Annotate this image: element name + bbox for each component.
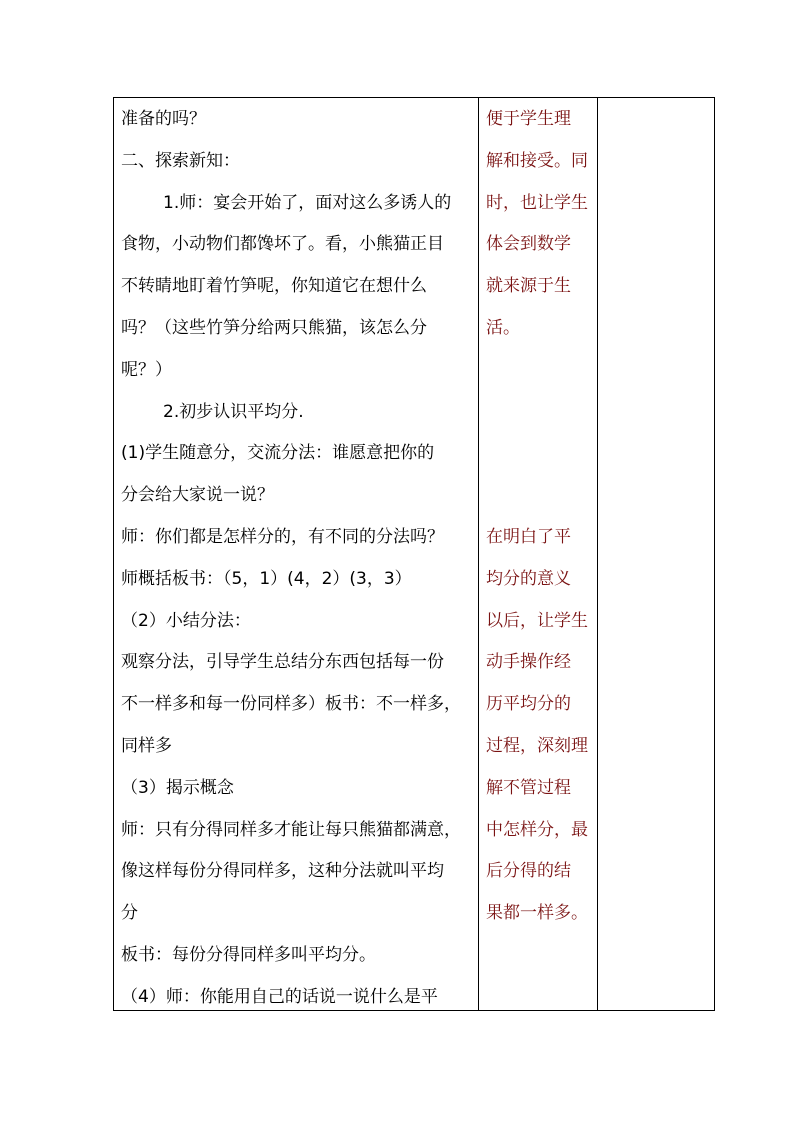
text-line: （4）师：你能用自己的话说一说什么是平 bbox=[121, 986, 438, 1007]
note-line: 果都一样多。 bbox=[486, 903, 588, 924]
note-line: 历平均分的 bbox=[486, 694, 571, 715]
text-line: 师：你们都是怎样分的，有不同的分法吗？ bbox=[121, 526, 444, 547]
note-line: 解和接受。同 bbox=[486, 150, 588, 171]
text-line: 吗？（这些竹笋分给两只熊猫，该怎么分 bbox=[121, 317, 427, 338]
note-line: 过程，深刻理 bbox=[486, 735, 588, 756]
text-line: （2）小结分法： bbox=[121, 610, 251, 631]
note-line: 就来源于生 bbox=[486, 276, 571, 297]
text-line: 像这样每份分得同样多，这种分法就叫平均 bbox=[121, 861, 444, 882]
note-line: 活。 bbox=[486, 317, 520, 338]
lesson-table bbox=[113, 97, 715, 1011]
note-line: 后分得的结 bbox=[486, 861, 571, 882]
text-line: （3）揭示概念 bbox=[121, 777, 234, 798]
text-line: 分 bbox=[121, 903, 138, 924]
text-line: 师：只有分得同样多才能让每只熊猫都满意， bbox=[121, 819, 461, 840]
note-line: 均分的意义 bbox=[486, 568, 571, 589]
text-line: 1.师：宴会开始了，面对这么多诱人的 bbox=[163, 192, 452, 213]
note-line: 时，也让学生 bbox=[486, 192, 588, 213]
note-line: 解不管过程 bbox=[486, 777, 571, 798]
note-line: 在明白了平 bbox=[486, 526, 571, 547]
text-line: 师概括板书：（5，1）(4，2）(3，3） bbox=[121, 568, 412, 589]
text-line: 不一样多和每一份同样多）板书：不一样多， bbox=[121, 694, 461, 715]
note-spacer bbox=[486, 350, 594, 517]
teaching-process-column bbox=[121, 98, 473, 1019]
text-line: 分会给大家说一说？ bbox=[121, 485, 274, 506]
text-line: 不转睛地盯着竹笋呢，你知道它在想什么 bbox=[121, 276, 427, 297]
column-divider-2 bbox=[597, 98, 598, 1010]
text-line: 观察分法，引导学生总结分东西包括每一份 bbox=[121, 652, 444, 673]
text-line: 板书：每份分得同样多叫平均分。 bbox=[121, 944, 376, 965]
column-divider-1 bbox=[478, 98, 479, 1010]
note-line: 动手操作经 bbox=[486, 652, 571, 673]
note-line: 体会到数学 bbox=[486, 234, 571, 255]
design-intent-column bbox=[486, 98, 594, 935]
section-heading: 二、探索新知： bbox=[121, 150, 240, 171]
text-line: 准备的吗？ bbox=[121, 109, 206, 129]
note-line: 便于学生理 bbox=[486, 109, 571, 129]
text-line: 食物，小动物们都馋坏了。看，小熊猫正目 bbox=[121, 234, 444, 255]
note-line: 以后，让学生 bbox=[486, 610, 588, 631]
text-line: 呢？） bbox=[121, 359, 172, 380]
note-line: 中怎样分，最 bbox=[486, 819, 588, 840]
text-line: 同样多 bbox=[121, 735, 172, 756]
text-line: (1)学生随意分，交流分法：谁愿意把你的 bbox=[121, 443, 435, 464]
text-line: 2.初步认识平均分. bbox=[163, 401, 304, 422]
